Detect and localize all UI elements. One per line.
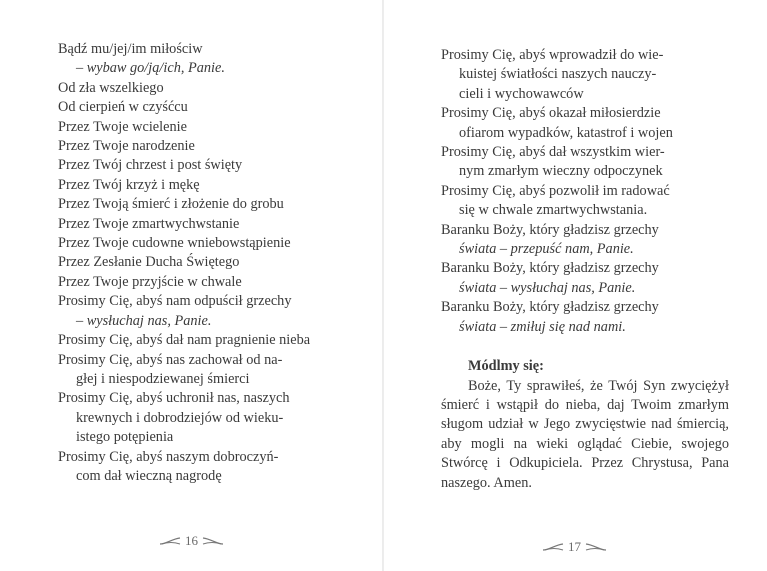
- litany-line: ofiarom wypadków, katastrof i wojen: [459, 124, 673, 141]
- litany-line: Przez Twoje narodzenie: [58, 138, 195, 155]
- litany-line: Przez Twój chrzest i post święty: [58, 157, 243, 174]
- litany-line: Baranku Boży, który gładzisz grzechy: [441, 299, 659, 316]
- litany-line: krewnych i dobrodziejów od wieku-: [76, 409, 284, 426]
- page-number-left: [158, 533, 225, 549]
- litany-line: Prosimy Cię, abyś pozwolił im radować: [441, 182, 670, 199]
- litany-line: istego potępienia: [76, 429, 174, 446]
- left-litany-column: [58, 40, 333, 486]
- litany-line: com dał wieczną nagrodę: [76, 467, 222, 484]
- page-number-right: [541, 539, 608, 555]
- litany-line: Przez Twoje przyjście w chwale: [58, 273, 242, 290]
- right-page: [384, 0, 767, 571]
- litany-line: Przez Twoje zmartwychwstanie: [58, 215, 240, 232]
- litany-line: Prosimy Cię, abyś dał nam pragnienie nieba: [58, 332, 311, 349]
- litany-line: Przez Twoją śmierć i złożenie do grobu: [58, 196, 284, 213]
- litany-line: się w chwale zmartwychwstania.: [459, 202, 648, 219]
- litany-line: Przez Twoje cudowne wniebowstąpienie: [58, 235, 291, 252]
- ornament-right-icon: [201, 536, 225, 546]
- litany-line: Bądź mu/jej/im miłościw: [58, 41, 203, 57]
- litany-line: Prosimy Cię, abyś nas zachował od na-: [58, 351, 283, 368]
- litany-line: nym zmarłym wieczny odpoczynek: [459, 163, 663, 180]
- litany-line: świata – wysłuchaj nas, Panie.: [459, 279, 636, 296]
- litany-line: Od zła wszelkiego: [58, 79, 164, 96]
- litany-line: Od cierpień w czyśćcu: [58, 99, 188, 116]
- right-litany-lines: [441, 46, 729, 337]
- ornament-left-icon: [541, 542, 565, 552]
- litany-line: Przez Twój krzyż i mękę: [58, 176, 200, 193]
- litany-line: głej i niespodziewanej śmierci: [76, 370, 250, 387]
- prayer-paragraph: Boże, Ty sprawiłeś, że Twój Syn zwyciężył śmierć i wstąpił do nieba, daj Twoim zmarłym sługom udział w Jego zwycięstwie nad śmiercią, aby mogli na wieki oglądać Ciebie, swojego Stwórcę i Odkupiciela. Przez Chrystusa, Pana naszego. Amen.: [441, 377, 729, 491]
- right-column: [441, 46, 729, 493]
- litany-line: Baranku Boży, który gładzisz grzechy: [441, 221, 659, 238]
- litany-line: – wysłuchaj nas, Panie.: [76, 312, 212, 329]
- litany-line: Przez Twoje wcielenie: [58, 118, 187, 135]
- litany-line: – wybaw go/ją/ich, Panie.: [76, 60, 225, 77]
- litany-line: cieli i wychowawców: [459, 85, 584, 102]
- litany-line: Prosimy Cię, abyś uchronił nas, naszych: [58, 390, 290, 407]
- litany-line: Baranku Boży, który gładzisz grzechy: [441, 260, 659, 277]
- ornament-right-icon: [584, 542, 608, 552]
- litany-line: świata – zmiłuj się nad nami.: [459, 318, 626, 335]
- litany-line: kuistej światłości naszych nauczy-: [459, 66, 657, 83]
- litany-line: Prosimy Cię, abyś nam odpuścił grzechy: [58, 293, 292, 310]
- left-page: [0, 0, 383, 571]
- litany-line: świata – przepuść nam, Panie.: [459, 241, 634, 258]
- litany-line: Prosimy Cię, abyś okazał miłosierdzie: [441, 105, 661, 122]
- page-number-text: 16: [185, 533, 198, 548]
- litany-line: Prosimy Cię, abyś dał wszystkim wier-: [441, 144, 665, 161]
- litany-line: Prosimy Cię, abyś wprowadził do wie-: [441, 47, 664, 63]
- litany-line: Prosimy Cię, abyś naszym dobroczyń-: [58, 448, 279, 465]
- litany-line: Przez Zesłanie Ducha Świętego: [58, 254, 240, 271]
- page-number-text: 17: [568, 539, 581, 554]
- prayer-heading: Módlmy się:: [468, 358, 544, 375]
- ornament-left-icon: [158, 536, 182, 546]
